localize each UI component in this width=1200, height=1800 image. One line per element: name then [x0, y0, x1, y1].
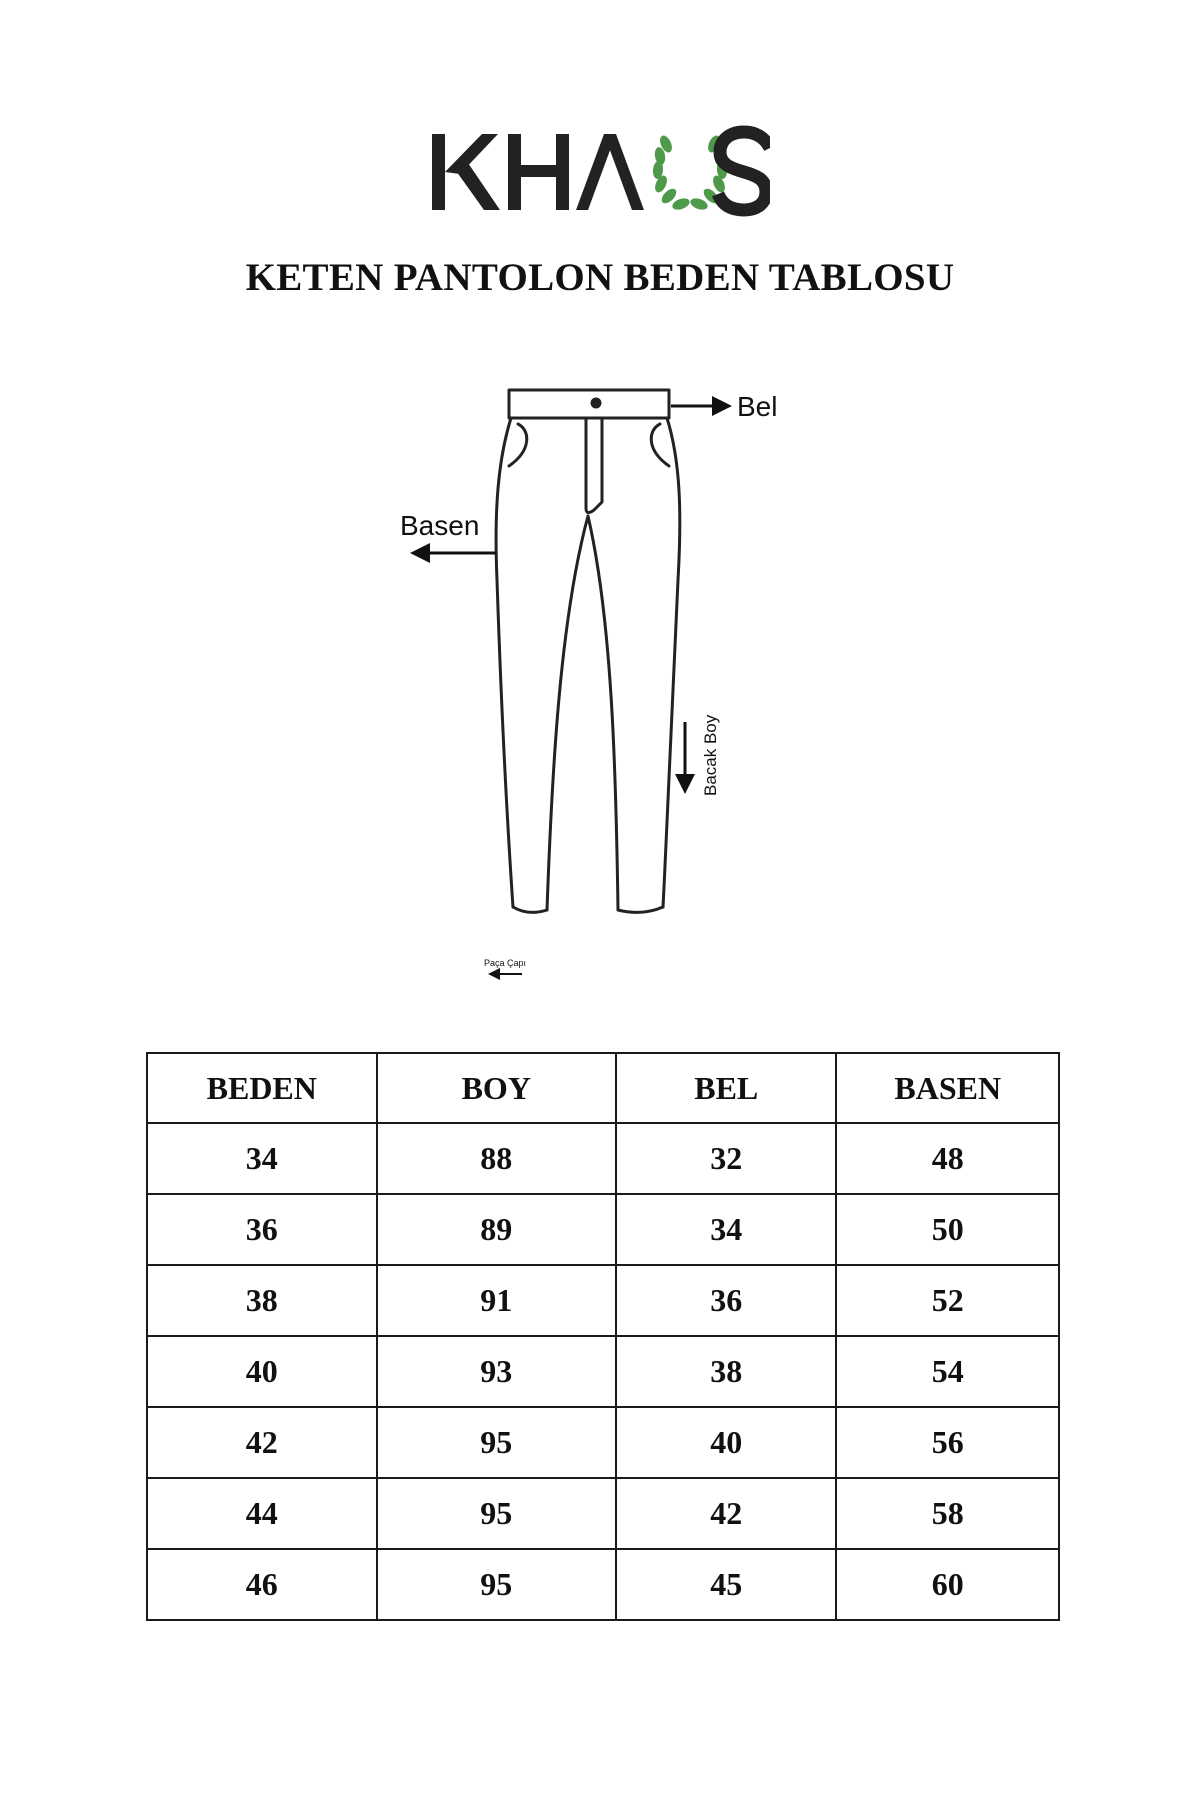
cell-beden: 44 [147, 1478, 377, 1549]
cell-bel: 45 [616, 1549, 836, 1620]
cell-boy: 89 [377, 1194, 617, 1265]
column-header-basen: BASEN [836, 1053, 1059, 1123]
hip-arrow-icon [410, 543, 496, 563]
cell-basen: 48 [836, 1123, 1059, 1194]
column-header-boy: BOY [377, 1053, 617, 1123]
table-row [147, 1549, 1059, 1620]
table-row [147, 1407, 1059, 1478]
waist-label: Bel [737, 391, 778, 422]
size-table [146, 1052, 1060, 1621]
cell-basen: 60 [836, 1549, 1059, 1620]
hem-arrow-icon [488, 968, 522, 980]
cell-boy: 95 [377, 1549, 617, 1620]
cell-basen: 58 [836, 1478, 1059, 1549]
cell-bel: 32 [616, 1123, 836, 1194]
cell-beden: 40 [147, 1336, 377, 1407]
cell-boy: 88 [377, 1123, 617, 1194]
cell-boy: 93 [377, 1336, 617, 1407]
waistband-outline [509, 390, 669, 418]
button-icon [592, 399, 600, 407]
brand-logo [0, 120, 1200, 230]
table-row [147, 1123, 1059, 1194]
table-row [147, 1336, 1059, 1407]
cell-beden: 42 [147, 1407, 377, 1478]
cell-bel: 38 [616, 1336, 836, 1407]
table-header-row [147, 1053, 1059, 1123]
leg-length-arrow-icon [675, 722, 695, 794]
cell-bel: 36 [616, 1265, 836, 1336]
khaos-logo-graphic [430, 120, 770, 220]
hip-label: Basen [400, 510, 480, 541]
cell-basen: 50 [836, 1194, 1059, 1265]
cell-boy: 91 [377, 1265, 617, 1336]
cell-boy: 95 [377, 1478, 617, 1549]
leg-length-label: Bacak Boy [701, 714, 720, 796]
cell-basen: 54 [836, 1336, 1059, 1407]
cell-beden: 38 [147, 1265, 377, 1336]
cell-basen: 56 [836, 1407, 1059, 1478]
trousers-measurement-diagram [380, 370, 820, 1010]
cell-bel: 40 [616, 1407, 836, 1478]
cell-basen: 52 [836, 1265, 1059, 1336]
fly-outline [586, 418, 602, 513]
column-header-beden: BEDEN [147, 1053, 377, 1123]
cell-bel: 42 [616, 1478, 836, 1549]
hem-label: Paça Çapı [484, 958, 527, 968]
cell-bel: 34 [616, 1194, 836, 1265]
table-row [147, 1478, 1059, 1549]
cell-beden: 36 [147, 1194, 377, 1265]
column-header-bel: BEL [616, 1053, 836, 1123]
table-row [147, 1194, 1059, 1265]
cell-beden: 46 [147, 1549, 377, 1620]
cell-boy: 95 [377, 1407, 617, 1478]
table-row [147, 1265, 1059, 1336]
page-title: KETEN PANTOLON BEDEN TABLOSU [245, 256, 955, 299]
cell-beden: 34 [147, 1123, 377, 1194]
waist-arrow-icon [671, 396, 732, 416]
